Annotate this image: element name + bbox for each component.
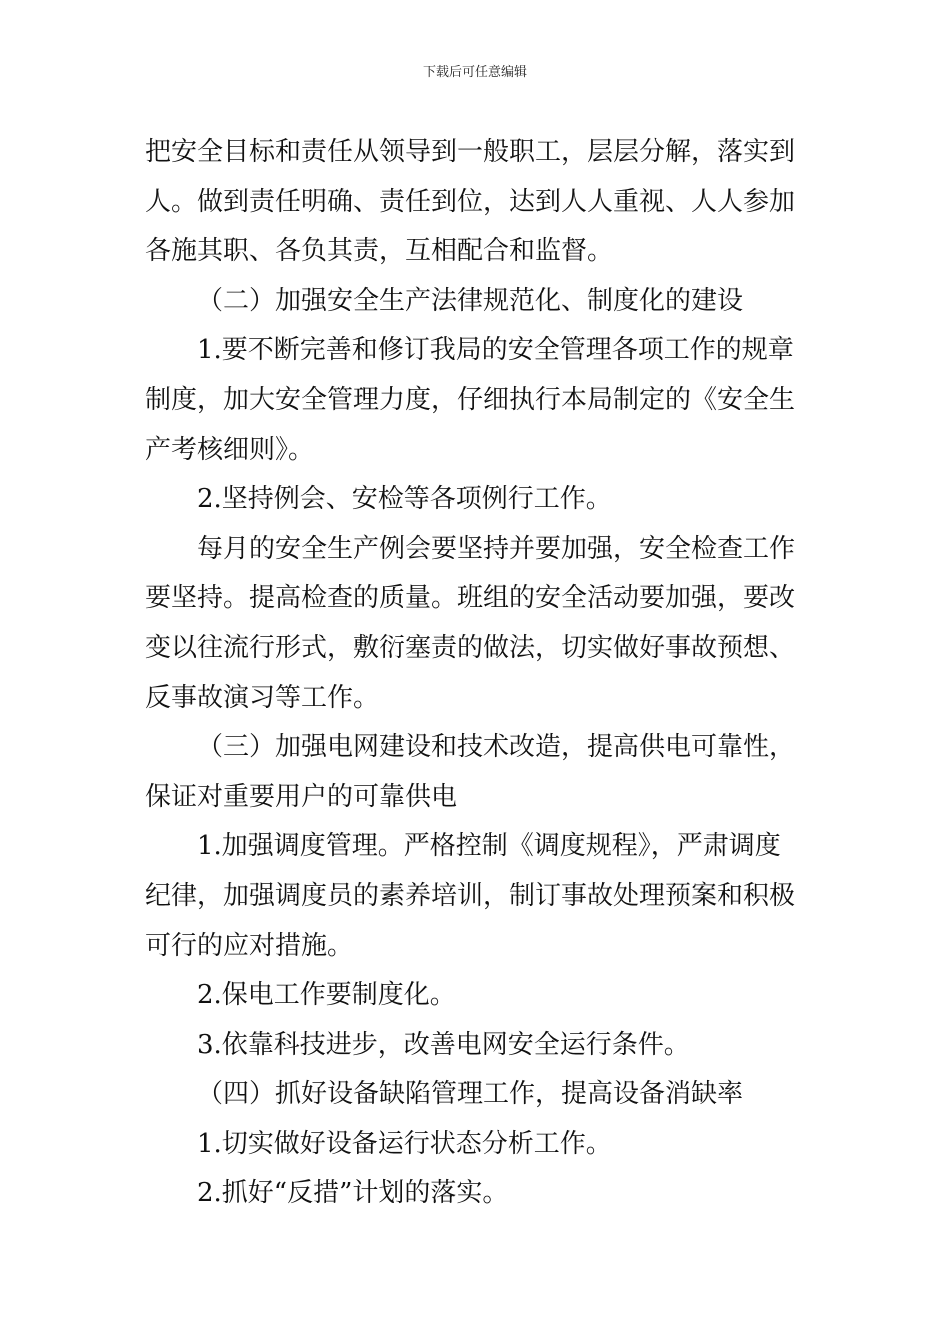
- paragraph-line: 把安全目标和责任从领导到一般职工，层层分解，落实到: [145, 137, 796, 167]
- paragraph-line: 产考核细则》。: [145, 434, 315, 465]
- section-heading-2: （二）加强安全生产法律规范化、制度化的建设: [197, 285, 744, 316]
- page-header-note: 下载后可任意编辑: [422, 65, 527, 80]
- numbered-item-2: 2.保电工作要制度化。: [197, 980, 456, 1011]
- paragraph-line: 制度，加大安全管理力度，仔细执行本局制定的《安全生: [145, 384, 796, 415]
- numbered-item-2: 2.抓好“反措”计划的落实。: [197, 1178, 509, 1209]
- paragraph-line: 人。做到责任明确、责任到位，达到人人重视、人人参加: [145, 186, 796, 217]
- numbered-item-2: 2.坚持例会、安检等各项例行工作。: [197, 484, 612, 515]
- paragraph-line: 反事故演习等工作。: [145, 682, 380, 713]
- section-heading-4: （四）抓好设备缺陷管理工作，提高设备消缺率: [197, 1079, 744, 1110]
- paragraph-line: 纪律，加强调度员的素养培训，制订事故处理预案和积极: [145, 880, 796, 911]
- numbered-item-1: 1.要不断完善和修订我局的安全管理各项工作的规章: [197, 335, 794, 366]
- numbered-item-1: 1.加强调度管理。严格控制《调度规程》，严肃调度: [197, 831, 781, 862]
- paragraph-line: 可行的应对措施。: [145, 930, 354, 961]
- document-body: [145, 128, 810, 1219]
- numbered-item-1: 1.切实做好设备运行状态分析工作。: [197, 1128, 612, 1159]
- paragraph-line: 要坚持。提高检查的质量。班组的安全活动要加强，要改: [145, 583, 796, 614]
- section-heading-3: （三）加强电网建设和技术改造，提高供电可靠性，: [197, 732, 796, 763]
- paragraph-line: 保证对重要用户的可靠供电: [145, 781, 458, 812]
- numbered-item-3: 3.依靠科技进步，改善电网安全运行条件。: [197, 1029, 690, 1060]
- paragraph-line: 变以往流行形式，敷衍塞责的做法，切实做好事故预想、: [145, 632, 796, 663]
- paragraph-line: 各施其职、各负其责，互相配合和监督。: [145, 236, 614, 267]
- paragraph-line: 每月的安全生产例会要坚持并要加强，安全检查工作: [197, 533, 796, 564]
